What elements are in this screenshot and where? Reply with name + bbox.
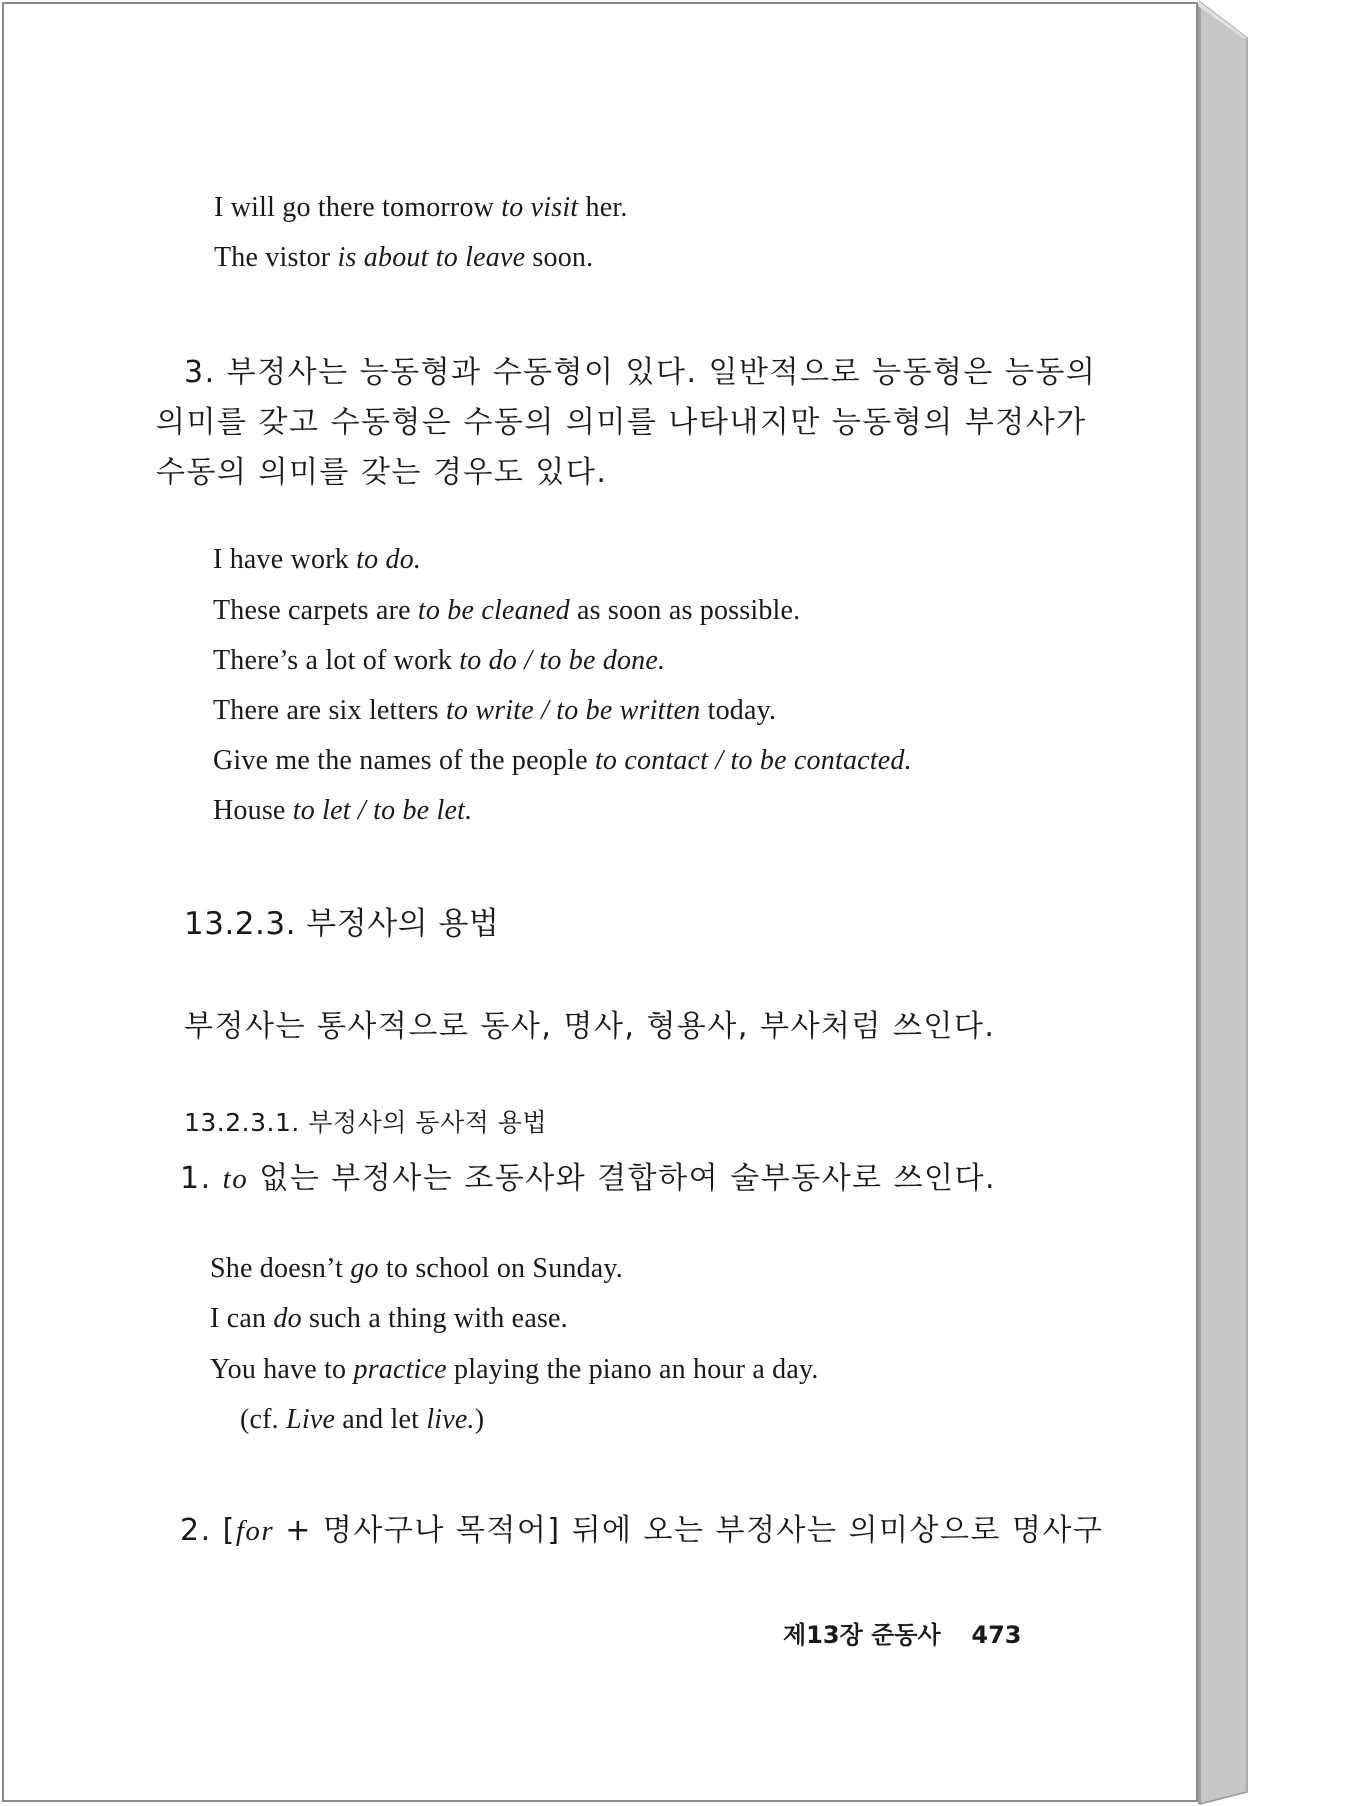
subsection-heading: 13.2.3.1. 부정사의 동사적 용법 [184,1108,548,1137]
example-line: House to let / to be let. [213,795,473,826]
rule-line: 1. to 없는 부정사는 조동사와 결합하여 술부동사로 쓰인다. [180,1161,997,1196]
example-line: There are six letters to write / to be written today. [213,695,777,726]
chapter-label: 제13장 준동사 [783,1621,941,1649]
example-line: The vistor is about to leave soon. [214,242,594,273]
cf-note: (cf. Live and let live.) [240,1404,485,1435]
example-line: I will go there tomorrow to visit her. [214,192,628,223]
example-line: I have work to do. [213,544,422,575]
paragraph-line: 의미를 갖고 수동형은 수동의 의미를 나타내지만 능동형의 부정사가 [156,405,1087,440]
section-heading: 13.2.3. 부정사의 용법 [184,906,500,942]
page-footer [783,1615,1022,1650]
example-line: These carpets are to be cleaned as soon as possible. [213,595,801,626]
paragraph-line: 수동의 의미를 갖는 경우도 있다. [156,455,608,490]
page-edge-stack [1195,0,1295,1806]
page-number: 473 [971,1621,1022,1649]
example-line: I can do such a thing with ease. [210,1303,568,1334]
example-line: There’s a lot of work to do / to be done. [213,645,666,676]
paragraph-line: 3. 부정사는 능동형과 수동형이 있다. 일반적으로 능동형은 능동의 [184,355,1097,390]
example-line: She doesn’t go to school on Sunday. [210,1253,623,1284]
section-intro: 부정사는 통사적으로 동사, 명사, 형용사, 부사처럼 쓰인다. [184,1009,996,1044]
example-line: Give me the names of the people to contact / to be contacted. [213,745,912,776]
example-line: You have to practice playing the piano an hour a day. [210,1354,819,1385]
rule-line: 2. [for + 명사구나 목적어] 뒤에 오는 부정사는 의미상으로 명사구 [180,1513,1104,1548]
